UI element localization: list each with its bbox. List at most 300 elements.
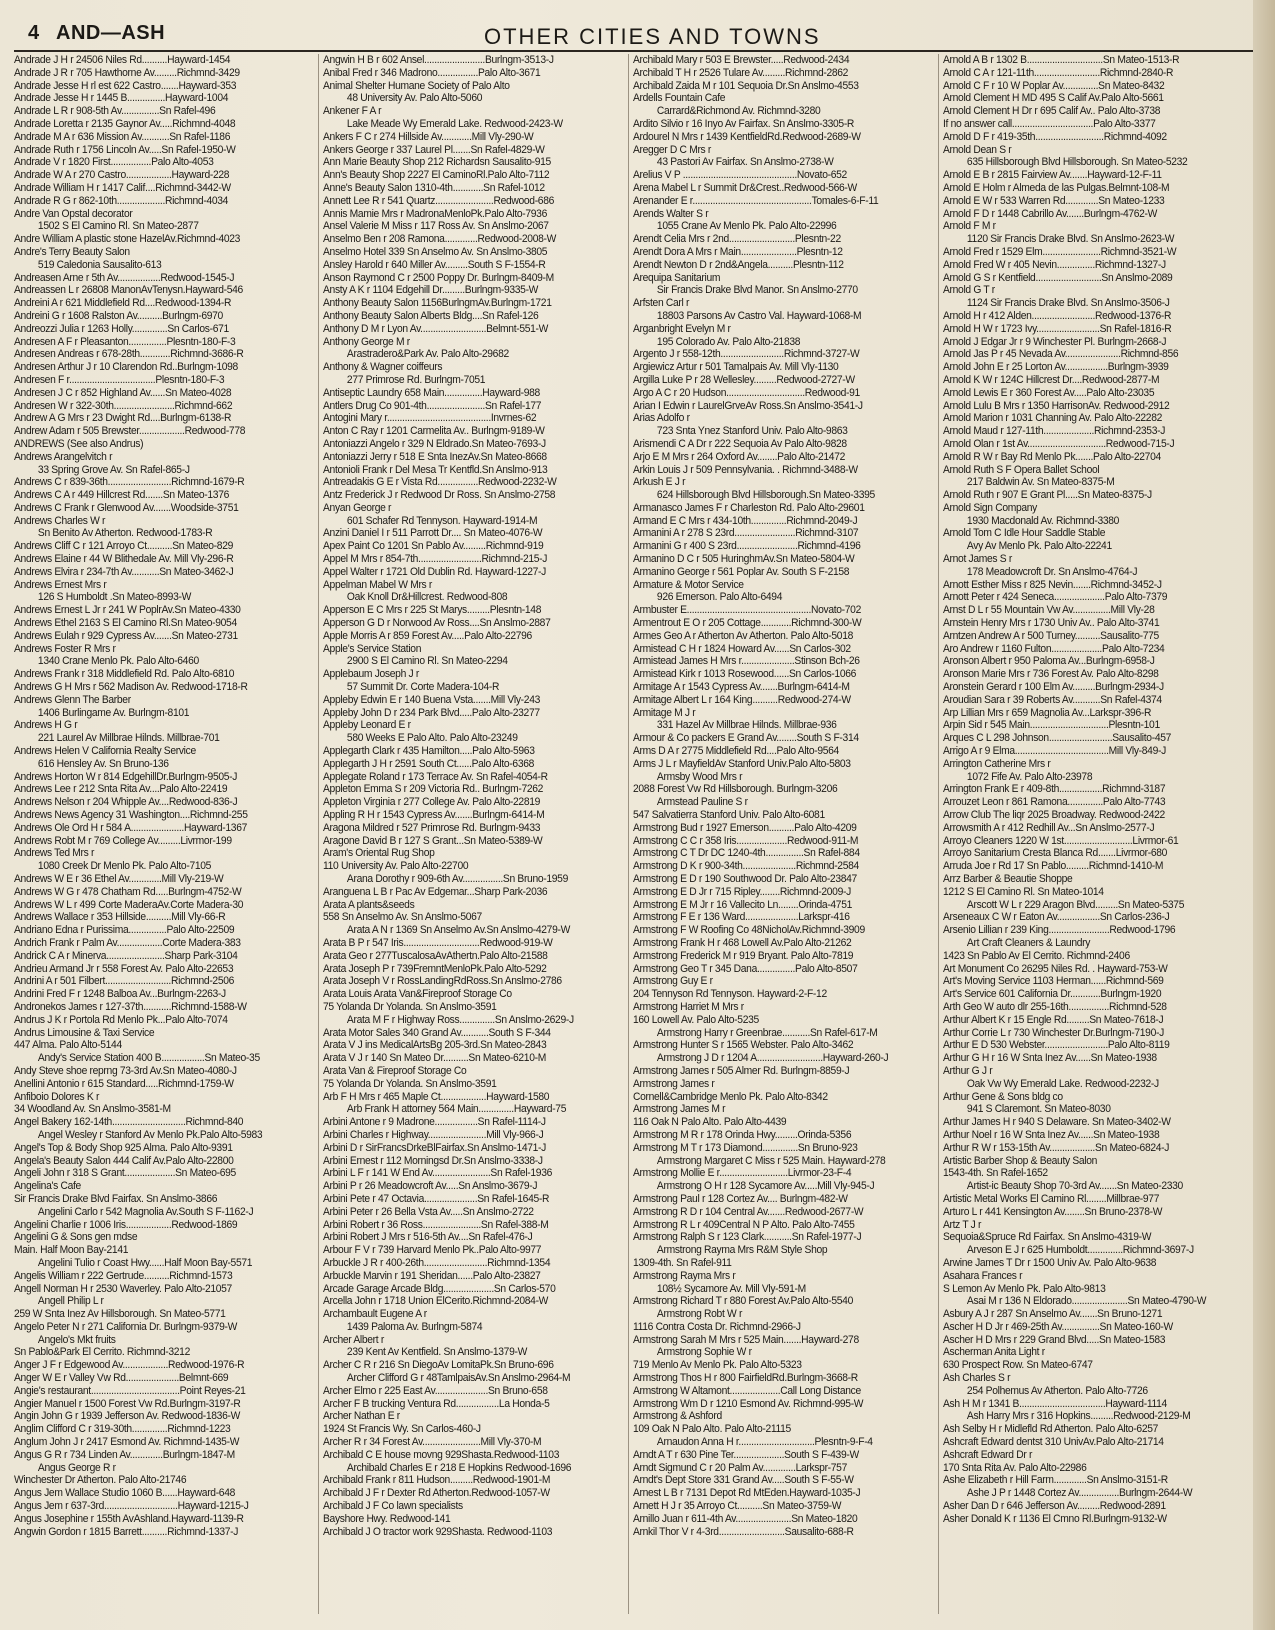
listing-entry: Armstrong Guy E r [633, 975, 713, 988]
listing-entry: Armstrong Harriet M Mrs r [633, 1000, 744, 1013]
listing-entry: Winchester Dr Atherton. Palo Alto-21746 [14, 1474, 187, 1487]
listing-entry: Andrews Helen V California Realty Service [14, 745, 196, 758]
listing-entry: Arena Mabel L r Summit Dr&Crest..Redwood-566-W [633, 181, 857, 194]
listing-entry: Angel's Top & Body Shop 925 Alma. Palo Alto-9391 [14, 1141, 233, 1154]
listing-entry: Armstrong D K r 900-34th.....................Richmnd-2584 [633, 860, 859, 873]
listing-entry: Arwine James T Dr r 1500 Univ Av. Palo Alto-9638 [943, 1256, 1157, 1269]
listing-entry: Angeli John r 318 S Grant....................Sn Mateo-695 [14, 1167, 236, 1180]
listing-entry: Anzini Daniel I r 511 Parrott Dr.... Sn Mateo-4076-W [323, 527, 543, 540]
listing-entry: Apex Paint Co 1201 Sn Pablo Av.........Richmnd-919 [323, 540, 544, 553]
listing-continuation: Armstrong Harry r Greenbrae...........Sn Rafel-617-M [656, 1026, 878, 1039]
listing-continuation: 1340 Crane Menlo Pk. Palo Alto-6460 [37, 655, 199, 668]
listing-entry: Angelis William r 222 Gertrude..........Richmnd-1573 [14, 1269, 233, 1282]
listing-entry: Arthur Noel r 16 W Snta Inez Av......Sn Mateo-1938 [943, 1128, 1160, 1141]
listing-entry: Andrews W G r 478 Chatham Rd.....Burlngm-4752-W [14, 885, 242, 898]
listing-entry: 1116 Contra Costa Dr. Richmnd-2966-J [633, 1320, 801, 1333]
listing-entry: Armstrong Rayma Mrs r [633, 1269, 736, 1282]
listing-entry: Andresen J C r 852 Highland Av......Sn Mateo-4028 [14, 386, 232, 399]
listing-entry: Aro Andrew r 1160 Fulton....................Palo Alto-7234 [943, 642, 1165, 655]
listing-entry: Cornell&Cambridge Menlo Pk. Palo Alto-8342 [633, 1090, 828, 1103]
listing-entry: Arnold Fred r 1529 Elm.......................Richmnd-3521-W [943, 245, 1177, 258]
listing-entry: Anthony & Wagner coiffeurs [323, 361, 443, 374]
listing-entry: Armistead Kirk r 1013 Rosewood......Sn Carlos-1066 [633, 668, 857, 681]
listing-continuation: Arana Dorothy r 909-6th Av................Sn Bruno-1959 [346, 873, 568, 885]
listing-entry: Arbini Robert r 36 Ross.......................Sn Rafel-388-M [323, 1218, 549, 1231]
listing-continuation: Sir Francis Drake Blvd Manor. Sn Anslmo-2770 [656, 284, 858, 297]
listing-entry: Armstrong C C r 358 Iris....................Redwood-911-M [633, 834, 859, 847]
listing-entry: Aronstein Gerard r 100 Elm Av.........Burlngm-2934-J [943, 681, 1164, 694]
listing-entry: Angus Jem Wallace Studio 1060 B......Hayward-648 [14, 1487, 236, 1500]
listing-continuation: 519 Caledonia Sausalito-613 [37, 258, 162, 271]
listing-entry: Armanini A r 278 S 23rd........................Richmnd-3107 [633, 527, 859, 540]
listing-entry: Archer R r 34 Forest Av.......................Mill Vly-370-M [323, 1436, 542, 1449]
listing-entry: 1423 Sn Pablo Av El Cerrito. Richmnd-2406 [943, 949, 1130, 962]
listing-entry: Andrade R G r 862-10th...................Richmnd-4034 [14, 194, 229, 207]
listing-entry: Arbuckle Marvin r 191 Sheridan......Palo Alto-23827 [323, 1269, 541, 1282]
listing-continuation: 1124 Sir Francis Drake Blvd. Sn Anslmo-3506-J [966, 297, 1170, 310]
listing-entry: Arrowsmith A r 412 Redhill Av...Sn Anslmo-2577-J [943, 821, 1155, 834]
listing-entry: Andrade J H r 24506 Niles Rd..........Hayward-1454 [14, 54, 231, 66]
listing-entry: Armstrong James M r [633, 1103, 726, 1116]
listing-continuation: 723 Snta Ynez Stanford Univ. Palo Alto-9863 [656, 425, 848, 438]
listing-entry: Arthur E D 530 Webster.........................Palo Alto-8119 [943, 1039, 1170, 1052]
listing-entry: Andrews Cliff C r 121 Arroyo Ct..........Sn Mateo-829 [14, 540, 234, 553]
column-divider [938, 54, 939, 1614]
listing-entry: Armstrong Ralph S r 123 Clark...........Sn Rafel-1977-J [633, 1231, 862, 1244]
listing-entry: Arismendi C A Dr r 222 Sequoia Av Palo Alto-9828 [633, 437, 847, 450]
listing-continuation: 178 Meadowcroft Dr. Sn Anslmo-4764-J [966, 565, 1138, 578]
listing-entry: Andy Steve shoe reprng 73-3rd Av.Sn Mateo-4080-J [14, 1064, 237, 1077]
listing-entry: Arques C L 298 Johnson.........................Sausalito-457 [943, 732, 1172, 745]
listing-entry: Applegarth J H r 2591 South Ct......Palo Alto-6368 [323, 757, 535, 770]
listing-continuation: 941 S Claremont. Sn Mateo-8030 [966, 1103, 1111, 1116]
listing-entry: 109 Oak N Palo Alto. Palo Alto-21115 [633, 1423, 791, 1436]
listing-entry: Angwin H B r 602 Ansel........................Burlngm-3513-J [323, 54, 554, 66]
listing-entry: Ashcraft Edward Dr r [943, 1448, 1033, 1461]
listing-entry: Ascher H D Jr r 469-25th Av...............Sn Mateo-160-W [943, 1320, 1173, 1333]
listing-entry: Arnold Clement H MD 495 S Calif Av.Palo Alto-5661 [943, 92, 1164, 105]
listing-entry: Angela's Beauty Salon 444 Calif Av.Palo Alto-22800 [14, 1154, 234, 1167]
listing-entry: Andre William A plastic stone HazelAv.Richmnd-4023 [14, 233, 241, 246]
listing-entry: Armstrong Geo T r 345 Dana...............Palo Alto-8507 [633, 962, 858, 975]
listing-entry: Arendt Dora A Mrs r Main......................Plesntn-12 [633, 245, 843, 258]
listing-entry: Arelius V P .............................................Novato-652 [633, 169, 847, 182]
listing-entry: Asher Dan D r 646 Jefferson Av.........Redwood-2891 [943, 1500, 1166, 1513]
listing-entry: Andrade L R r 908-5th Av...............Sn Rafel-496 [14, 105, 216, 118]
listing-entry: Arbini P r 26 Meadowcroft Av.....Sn Anslmo-3679-J [323, 1180, 538, 1193]
listing-entry: Armour & Co packers E Grand Av........South S F-314 [633, 732, 859, 745]
listing-entry: Armstrong C T Dr DC 1240-4th...............Sn Rafel-884 [633, 847, 860, 860]
listing-entry: Armstrong F W Roofing Co 48NicholAv.Richmnd-3909 [633, 924, 865, 937]
listing-entry: Andreasen Arne r 5th Av.................Redwood-1545-J [14, 271, 235, 284]
listing-entry: Arnold Fred W r 405 Nevin...............Richmnd-1327-J [943, 258, 1166, 271]
listing-entry: Apple's Service Station [323, 642, 422, 655]
listing-entry: Arnold E W r 533 Warren Rd.............Sn Mateo-1233 [943, 194, 1165, 207]
listing-entry: Antonioli Frank r Del Mesa Tr Kentfld.Sn Anslmo-913 [323, 463, 548, 476]
listing-continuation: 601 Schafer Rd Tennyson. Hayward-1914-M [346, 514, 538, 527]
listing-continuation: 277 Primrose Rd. Burlngm-7051 [346, 373, 486, 386]
listing-entry: Arata Geo r 277TuscalosaAvAthertn.Palo Alto-21588 [323, 949, 548, 962]
listing-continuation: Angel Wesley r Stanford Av Menlo Pk.Palo Alto-5983 [37, 1128, 263, 1141]
listing-continuation: Angelini Tulio r Coast Hwy......Half Moon Bay-5571 [37, 1256, 253, 1269]
listing-entry: Arnold Lulu B Mrs r 1350 HarrisonAv. Redwood-2912 [943, 399, 1170, 412]
listing-entry: Appling R H r 1543 Cypress Av.......Burlngm-6414-M [323, 809, 545, 822]
listing-entry: If no answer call................................Palo Alto-3377 [943, 117, 1156, 130]
listing-continuation: Andy's Service Station 400 B.................Sn Mateo-35 [37, 1052, 260, 1065]
listing-entry: ANDREWS (See also Andrus) [14, 437, 144, 450]
listing-entry: Angelina's Cafe [14, 1180, 81, 1193]
listing-entry: Arseneaux C W r Eaton Av.................Sn Carlos-236-J [943, 911, 1170, 924]
listing-entry: Aragona Mildred r 527 Primrose Rd. Burlngm-9433 [323, 821, 541, 834]
listing-continuation: Ash Harry Mrs r 316 Hopkins.........Redwood-2129-M [966, 1410, 1191, 1423]
listing-entry: Appleby Leonard E r [323, 719, 411, 732]
listing-entry: Arnold E B r 2815 Fairview Av.......Hayward-12-F-11 [943, 169, 1162, 182]
listing-entry: Ansty A K r 1104 Edgehill Dr.........Burlngm-9335-W [323, 284, 539, 297]
listing-entry: Armstrong R D r 104 Central Av.......Redwood-2677-W [633, 1205, 864, 1218]
listing-entry: Artz T J r [943, 1218, 982, 1231]
listing-entry: Andresen F r..................................Plesntn-180-F-3 [14, 373, 225, 386]
listing-entry: Ankener F A r [323, 105, 382, 118]
listing-entry: Arrington Frank E r 409-8th.................Richmnd-3187 [943, 783, 1166, 796]
listing-entry: Arnold Lewis E r 360 Forest Av.....Palo Alto-23035 [943, 386, 1155, 399]
listing-continuation: Archibald Charles E r 218 E Hopkins Redwood-1696 [346, 1461, 572, 1474]
listing-entry: Arganbright Evelyn M r [633, 322, 731, 335]
listing-entry: Ardourel N Mrs r 1439 KentfieldRd.Redwood-2689-W [633, 130, 861, 143]
listing-entry: Arnett H J r 35 Arroyo Ct..........Sn Mateo-3759-W [633, 1500, 842, 1513]
listing-entry: Antiseptic Laundry 658 Main...............Hayward-988 [323, 386, 540, 399]
listing-entry: Ansel Valerie M Miss r 117 Ross Av. Sn Anslmo-2067 [323, 220, 549, 233]
listing-continuation: Carrard&Richmond Av. Richmnd-3280 [656, 105, 821, 118]
listing-entry: Angelini G & Sons gen mdse [14, 1231, 138, 1244]
listing-entry: Arnold Marion r 1031 Channing Av. Palo Alto-22282 [943, 412, 1163, 425]
listing-entry: Asher Donald K r 1136 El Cmno Rl.Burlngm-9132-W [943, 1512, 1167, 1525]
page-header [14, 20, 1254, 52]
listing-entry: Andrade J R r 705 Hawthorne Av.........Richmnd-3429 [14, 66, 240, 79]
listing-entry: Arrigo A r 9 Elma.....................................Mill Vly-849-J [943, 745, 1166, 758]
listing-entry: 110 University Av. Palo Alto-22700 [323, 860, 469, 873]
listing-entry: Ankers George r 337 Laurel Pl.......Sn Rafel-4829-W [323, 143, 545, 156]
listing-entry: Anyan George r [323, 501, 392, 514]
listing-entry: Arb F H Mrs r 465 Maple Ct..................Hayward-1580 [323, 1090, 550, 1103]
listing-continuation: 195 Colorado Av. Palo Alto-21838 [656, 335, 801, 348]
listing-entry: Arnold Olan r 1st Av...............................Redwood-715-J [943, 437, 1175, 450]
listing-entry: Arrouzet Leon r 861 Ramona..............Palo Alto-7743 [943, 796, 1166, 809]
listing-entry: Andriano Edna r Purissima...............Palo Alto-22509 [14, 924, 235, 937]
listing-entry: Arms J L r MayfieldAv Stanford Univ.Palo Alto-5803 [633, 757, 851, 770]
listing-entry: Andrade W A r 270 Castro..................Hayward-228 [14, 169, 230, 182]
listing-entry: Arnold E Holm r Almeda de las Pulgas.Belmnt-108-M [943, 181, 1170, 194]
listing-entry: Arp Lillian Mrs r 659 Magnolia Av...Larkspr-396-R [943, 706, 1152, 719]
listing-continuation: 2900 S El Camino Rl. Sn Mateo-2294 [346, 655, 508, 668]
listing-continuation: Lake Meade Wy Emerald Lake. Redwood-2423-W [346, 117, 563, 130]
listing-entry: Ashcraft Edward dentst 310 UnivAv.Palo Alto-21714 [943, 1436, 1164, 1449]
listing-entry: Antoniazzi Jerry r 518 E Snta InezAv.Sn Mateo-8668 [323, 450, 547, 463]
listing-entry: Anellini Antonio r 615 Standard.....Richmnd-1759-W [14, 1077, 234, 1090]
listing-entry: Archambault Eugene A r [323, 1308, 427, 1321]
listing-entry: Arndt A T r 630 Pine Ter....................South S F-439-W [633, 1448, 859, 1461]
listing-entry: Aronson Albert r 950 Paloma Av...Burlngm-6958-J [943, 655, 1155, 668]
listing-entry: Anglum John J r 2417 Esmond Av. Richmnd-1435-W [14, 1436, 240, 1449]
listing-entry: Arthur G H r 16 W Snta Inez Av......Sn Mateo-1938 [943, 1052, 1157, 1065]
listing-entry: Main. Half Moon Bay-2141 [14, 1244, 129, 1257]
listing-entry: Ardito Silvio r 16 Inyo Av Fairfax. Sn Anslmo-3305-R [633, 117, 855, 130]
section-title: OTHER CITIES AND TOWNS [484, 24, 821, 49]
listing-entry: Arnold A B r 1302 B..............................Sn Mateo-1513-R [943, 54, 1180, 66]
listing-entry: Ann Marie Beauty Shop 212 Richardsn Sausalito-915 [323, 156, 551, 169]
listing-entry: Arbuckle J R r 400-26th.........................Richmnd-1354 [323, 1256, 551, 1269]
listing-entry: Andrews C A r 449 Hillcrest Rd.......Sn Mateo-1376 [14, 489, 230, 502]
listing-entry: Arms D A r 2775 Middlefield Rd....Palo Alto-9564 [633, 745, 839, 758]
listing-continuation: Armstrong Robt W r [656, 1308, 743, 1321]
listing-entry: 447 Alma. Palo Alto-5144 [14, 1039, 122, 1052]
listing-continuation: Armstrong Margaret C Miss r 525 Main. Hayward-278 [656, 1154, 886, 1167]
listing-entry: Arata B P r 547 Iris..............................Redwood-919-W [323, 936, 553, 949]
listing-entry: Arnst D L r 55 Mountain Vw Av...............Mill Vly-28 [943, 604, 1155, 617]
listing-entry: Arnold G S r Kentfield..........................Sn Anslmo-2089 [943, 271, 1173, 284]
listing-entry: 2088 Forest Vw Rd Hillsborough. Burlngm-3206 [633, 783, 838, 796]
listing-entry: Andrews G H Mrs r 562 Madison Av. Redwood-1718-R [14, 681, 248, 694]
listing-continuation: Arveson E J r 625 Humboldt..............Richmnd-3697-J [966, 1244, 1194, 1257]
listing-entry: Arsenio Lillian r 239 King........................Redwood-1796 [943, 924, 1176, 937]
listing-entry: Anger W E r Valley Vw Rd.....................Belmnt-669 [14, 1372, 229, 1385]
listing-entry: Sn Pablo&Park El Cerrito. Richmnd-3212 [14, 1346, 190, 1359]
listing-entry: Andrews W L r 499 Corte MaderaAv.Corte Madera-30 [14, 898, 244, 911]
listing-entry: Armentrout E O r 205 Cottage............Richmnd-300-W [633, 617, 862, 630]
listing-entry: Arnold Clement H Dr r 695 Calif Av.. Palo Alto-3738 [943, 105, 1161, 118]
listing-entry: Armstrong F E r 136 Ward.....................Larkspr-416 [633, 911, 850, 924]
listing-entry: Angell Norman H r 2530 Waverley. Palo Alto-21057 [14, 1282, 232, 1295]
listing-continuation: Art Craft Cleaners & Laundry [966, 936, 1091, 949]
listing-entry: Ascherman Anita Light r [943, 1346, 1045, 1359]
listing-continuation: 1502 S El Camino Rl. Sn Mateo-2877 [37, 220, 199, 233]
listing-entry: Aragone David B r 127 S Grant...Sn Mateo-5389-W [323, 834, 543, 847]
listing-entry: Sequoia&Spruce Rd Fairfax. Sn Anslmo-4319-W [943, 1231, 1152, 1244]
column-4 [943, 54, 1241, 1526]
listing-continuation: 635 Hillsborough Blvd Hillsborough. Sn Mateo-5232 [966, 156, 1188, 169]
listing-entry: Archer Nathan E r [323, 1410, 400, 1423]
column-divider [628, 54, 629, 1614]
listing-entry: Andrews C r 839-36th.........................Richmnd-1679-R [14, 476, 245, 489]
listing-entry: Arnott Esther Miss r 825 Nevin.......Richmnd-3452-J [943, 578, 1162, 591]
listing-entry: Anselmo Hotel 339 Sn Anselmo Av. Sn Anslmo-3805 [323, 245, 548, 258]
listing-entry: Ankers F C r 274 Hillside Av............Mill Vly-290-W [323, 130, 534, 143]
listing-entry: Arbour F V r 739 Harvard Menlo Pk..Palo Alto-9977 [323, 1244, 542, 1257]
listing-entry: 1212 S El Camino Rl. Sn Mateo-1014 [943, 885, 1104, 898]
listing-entry: Arnold Tom C Idle Hour Saddle Stable [943, 527, 1106, 540]
listing-entry: Armstrong Frederick M r 919 Bryant. Palo Alto-7819 [633, 949, 854, 962]
listing-entry: Andrew Adam r 505 Brewster..................Redwood-778 [14, 425, 246, 438]
listing-entry: Applebaum Joseph J r [323, 668, 419, 681]
listing-entry: Armes Geo A r Atherton Av Atherton. Palo Alto-5018 [633, 629, 854, 642]
listing-entry: Arata Joseph P r 739FremntMenloPk.Palo Alto-5292 [323, 962, 547, 975]
listing-entry: Arnold H r 412 Alden.........................Redwood-1376-R [943, 309, 1172, 322]
listing-continuation: Arata M F r Highway Ross..............Sn Anslmo-2629-J [346, 1013, 574, 1026]
listing-entry: Artistic Barber Shop & Beauty Salon [943, 1154, 1098, 1167]
listing-entry: Andrews Ole Ord H r 584 A.....................Hayward-1367 [14, 821, 248, 834]
listing-entry: Arnold Ruth r 907 E Grant Pl.....Sn Mateo-8375-J [943, 489, 1152, 502]
listing-entry: Andrews Elvira r 234-7th Av...........Sn Mateo-3462-J [14, 565, 234, 578]
listing-entry: Andrews Ethel 2163 S El Camino Rl.Sn Mateo-9054 [14, 617, 237, 630]
listing-entry: Arth Geo W auto dlr 255-16th................Richmnd-528 [943, 1000, 1167, 1013]
listing-entry: Andrade M A r 636 Mission Av...........Sn Rafel-1186 [14, 130, 231, 143]
listing-entry: Archibald J F r Dexter Rd Atherton.Redwood-1057-W [323, 1487, 550, 1500]
listing-entry: Arnold Jas P r 45 Nevada Av......................Richmnd-856 [943, 348, 1179, 361]
listing-entry: Arkin Louis J r 509 Pennsylvania. . Richmnd-3488-W [633, 463, 858, 476]
listing-entry: Appleby Edwin E r 140 Buena Vsta.......Mill Vly-243 [323, 693, 541, 706]
listing-entry: Andrews Foster R Mrs r [14, 642, 116, 655]
listing-entry: Armature & Motor Service [633, 578, 744, 591]
listing-continuation: 57 Summit Dr. Corte Madera-104-R [346, 681, 500, 694]
listing-entry: Arroyo Sanitarium Cresta Blanca Rd.......Livrmor-680 [943, 847, 1168, 860]
column-3 [633, 54, 931, 1538]
listing-entry: 75 Yolanda Dr Yolanda. Sn Anslmo-3591 [323, 1077, 497, 1090]
listing-entry: Andrews Arangelvitch r [14, 450, 113, 463]
listing-continuation: 624 Hillsborough Blvd Hillsborough.Sn Mateo-3395 [656, 489, 875, 502]
listing-entry: Antz Frederick J r Redwood Dr Ross. Sn Anslmo-2758 [323, 489, 556, 502]
listing-entry: Armstrong R L r 409Central N P Alto. Palo Alto-7455 [633, 1218, 855, 1231]
listing-continuation: 1055 Crane Av Menlo Pk. Palo Alto-22996 [656, 220, 837, 233]
listing-entry: Arnstein Henry Mrs r 1730 Univ Av.. Palo Alto-3741 [943, 617, 1160, 630]
listing-entry: Animal Shelter Humane Society of Palo Alto [323, 79, 510, 92]
listing-continuation: Ashe J P r 1448 Cortez Av................Burlngm-2644-W [966, 1487, 1193, 1500]
listing-continuation: 1120 Sir Francis Drake Blvd. Sn Anslmo-2623-W [966, 233, 1175, 246]
listing-entry: Angie's restaurant...................................Point Reyes-21 [14, 1384, 246, 1397]
listing-entry: S Lemon Av Menlo Pk. Palo Alto-9813 [943, 1282, 1106, 1295]
listing-entry: Andrieu Armand Jr r 558 Forest Av. Palo Alto-22653 [14, 962, 234, 975]
listing-entry: Ash H M r 1341 B..................................Hayward-1114 [943, 1397, 1167, 1410]
listing-entry: Armistead James H Mrs r.....................Stinson Bch-26 [633, 655, 860, 668]
listing-entry: Annis Mamie Mrs r MadronaMenloPk.Palo Alto-7936 [323, 207, 547, 220]
listing-entry: Arfsten Carl r [633, 297, 690, 310]
listing-entry: Armitage Albert L r 164 King..........Redwood-274-W [633, 693, 851, 706]
listing-entry: Armand E C Mrs r 434-10th..............Richmnd-2049-J [633, 514, 858, 527]
listing-entry: Arthur James H r 940 S Delaware. Sn Mateo-3402-W [943, 1116, 1171, 1129]
listing-entry: Andrews Ernest L Jr r 241 W PoplrAv.Sn Mateo-4330 [14, 604, 241, 617]
listing-entry: Andresen W r 322-30th........................Richmnd-662 [14, 399, 233, 412]
listing-entry: Antreadakis G E r Vista Rd................Redwood-2232-W [323, 476, 557, 489]
listing-entry: Arthur Albert K r 15 Engle Rd.........Sn Mateo-7618-J [943, 1013, 1164, 1026]
listing-entry: Angel Bakery 162-14th.............................Richmnd-840 [14, 1116, 244, 1129]
listing-entry: Asahara Frances r [943, 1269, 1023, 1282]
listing-entry: Arbini Pete r 47 Octavia.....................Sn Rafel-1645-R [323, 1192, 550, 1205]
directory-columns [14, 54, 1259, 1624]
listing-entry: Arbini L F r 141 W End Av.......................Sn Rafel-1936 [323, 1167, 553, 1180]
listing-continuation: 239 Kent Av Kentfield. Sn Anslmo-1379-W [346, 1346, 527, 1359]
listing-entry: Arrow Club The liqr 2025 Broadway. Redwood-2422 [943, 809, 1165, 822]
listing-entry: Arendt Celia Mrs r 2nd..........................Plesntn-22 [633, 233, 841, 246]
listing-continuation: Armsby Wood Mrs r [656, 770, 743, 783]
listing-entry: Armistead C H r 1824 Howard Av......Sn Carlos-302 [633, 642, 851, 655]
listing-entry: Arbini Charles r Highway.......................Mill Vly-966-J [323, 1128, 544, 1141]
listing-continuation: Archer Clifford G r 48TamlpaisAv.Sn Anslmo-2964-M [346, 1372, 571, 1385]
listing-entry: Angelini Charlie r 1006 Iris..................Redwood-1869 [14, 1218, 238, 1231]
listing-entry: Arnold J Edgar Jr r 9 Winchester Pl. Burlngm-2668-J [943, 335, 1167, 348]
listing-entry: Anibal Fred r 346 Madrono................Palo Alto-3671 [323, 66, 541, 79]
listing-entry: Anton C Ray r 1201 Carmelita Av.. Burlngm-9189-W [323, 425, 545, 438]
listing-entry: Armstrong Wm D r 1210 Esmond Av. Richmnd-995-W [633, 1397, 864, 1410]
listing-entry: Arnold H W r 1723 Ivy.........................Sn Rafel-1816-R [943, 322, 1172, 335]
listing-entry: 1543-4th. Sn Rafel-1652 [943, 1167, 1048, 1180]
listing-entry: Archer Albert r [323, 1333, 384, 1346]
listing-entry: 547 Salvatierra Stanford Univ. Palo Alto-6081 [633, 809, 825, 822]
listing-continuation: Armstrong Sophie W r [656, 1346, 752, 1359]
listing-entry: Andrus J K r Portola Rd Menlo Pk...Palo Alto-7074 [14, 1013, 228, 1026]
listing-entry: Archibald J F Co lawn specialists [323, 1500, 463, 1513]
listing-entry: Arnold C A r 121-11th..........................Richmnd-2840-R [943, 66, 1174, 79]
listing-entry: Aroudian Sara r 39 Roberts Av...........Sn Rafel-4374 [943, 693, 1162, 706]
listing-entry: Arata Van & Fireproof Storage Co [323, 1064, 467, 1077]
listing-entry: 75 Yolanda Dr Yolanda. Sn Anslmo-3591 [323, 1000, 497, 1013]
listing-entry: Archibald Mary r 503 E Brewster.....Redwood-2434 [633, 54, 850, 66]
listing-entry: Antoniazzi Angelo r 329 N Eldrado.Sn Mateo-7693-J [323, 437, 546, 450]
listing-entry: Andrew A G Mrs r 23 Dwight Rd....Burlngm-6138-R [14, 412, 232, 425]
listing-continuation: Artist-ic Beauty Shop 70-3rd Av.......Sn Mateo-2330 [966, 1180, 1183, 1193]
listing-entry: Appel M Mrs r 854-7th.........................Richmnd-215-J [323, 553, 548, 566]
listing-continuation: 108½ Sycamore Av. Mill Vly-591-M [656, 1282, 806, 1295]
listing-continuation: Oak Vw Wy Emerald Lake. Redwood-2232-J [966, 1077, 1159, 1090]
listing-entry: Andrews Frank r 318 Middlefield Rd. Palo Alto-6810 [14, 668, 235, 681]
listing-continuation: 43 Pastori Av Fairfax. Sn Anslmo-2738-W [656, 156, 834, 169]
listing-entry: Armstrong Richard T r 880 Forest Av.Palo Alto-5540 [633, 1295, 853, 1308]
listing-entry: Ascher H D Mrs r 229 Grand Blvd.....Sn Mateo-1583 [943, 1333, 1166, 1346]
listing-entry: 630 Prospect Row. Sn Mateo-6747 [943, 1359, 1093, 1372]
listing-entry: Anfiboio Dolores K r [14, 1090, 100, 1103]
listing-entry: Arthur Gene & Sons bldg co [943, 1090, 1063, 1103]
listing-entry: Arturo L r 441 Kensington Av........Sn Bruno-2378-W [943, 1205, 1163, 1218]
listing-entry: Ansley Harold r 640 Miller Av.........South S F-1554-R [323, 258, 546, 271]
listing-entry: Angin John G r 1939 Jefferson Av. Redwood-1836-W [14, 1410, 240, 1423]
listing-continuation: 1439 Paloma Av. Burlngm-5874 [346, 1320, 483, 1333]
listing-entry: Aregger D C Mrs r [633, 143, 712, 156]
listing-entry: Arrz Barber & Beautie Shoppe [943, 873, 1073, 885]
listing-entry: 259 W Snta Inez Av Hillsborough. Sn Mateo-5771 [14, 1308, 226, 1321]
listing-entry: Appel Walter r 1721 Old Dublin Rd. Hayward-1227-J [323, 565, 546, 578]
listing-entry: Armstrong Hunter S r 1565 Webster. Palo Alto-3462 [633, 1039, 854, 1052]
listing-entry: Armstrong M R r 178 Orinda Hwy.........Orinda-5356 [633, 1128, 852, 1141]
listing-entry: Andrade V r 1820 First................Palo Alto-4053 [14, 156, 214, 169]
listing-entry: Andrade Loretta r 2135 Gaynor Av.....Richmnd-4048 [14, 117, 236, 130]
listing-entry: 558 Sn Anselmo Av. Sn Anslmo-5067 [323, 911, 482, 924]
listing-entry: Arnkil Thor V r 4-3rd..........................Sausalito-688-R [633, 1525, 854, 1538]
page-edge [1253, 0, 1275, 1630]
listing-entry: Armstrong E D r 190 Southwood Dr. Palo Alto-23847 [633, 873, 857, 885]
listing-continuation: 1072 Fife Av. Palo Alto-23978 [966, 770, 1093, 783]
listing-entry: Arnold F M r [943, 220, 996, 233]
listing-continuation: Armstrong O H r 128 Sycamore Av.....Mill Vly-945-J [656, 1180, 875, 1193]
listing-entry: 160 Lowell Av. Palo Alto-5235 [633, 1013, 759, 1026]
listing-continuation: 126 S Humboldt .Sn Mateo-8993-W [37, 591, 191, 604]
listing-continuation: Avy Av Menlo Pk. Palo Alto-22241 [966, 540, 1112, 553]
listing-continuation: Armstrong Rayma Mrs R&M Style Shop [656, 1244, 828, 1257]
listing-entry: Ash Charles S r [943, 1372, 1011, 1385]
listing-entry: Ann's Beauty Shop 2227 El CaminoRl.Palo Alto-7112 [323, 169, 550, 182]
listing-continuation: Sn Benito Av Atherton. Redwood-1783-R [37, 527, 213, 540]
listing-entry: Arndt Sigmund C r 20 Palm Av.............Larkspr-757 [633, 1461, 847, 1474]
listing-entry: Asbury A J r 287 Sn Anselmo Av.......Sn Bruno-1271 [943, 1308, 1163, 1321]
listing-entry: Armanini G r 400 S 23rd........................Richmnd-4196 [633, 540, 861, 553]
listing-continuation: 217 Baldwin Av. Sn Mateo-8375-M [966, 476, 1115, 489]
listing-entry: Argento J r 558-12th.........................Richmnd-3727-W [633, 348, 860, 361]
listing-entry: Angier Manuel r 1500 Forest Vw Rd.Burlngm-3197-R [14, 1397, 241, 1410]
listing-entry: Armbuster E.................................................Novato-702 [633, 604, 862, 617]
listing-entry: Arthur G J r [943, 1064, 993, 1077]
listing-entry: Arjo E M Mrs r 264 Oxford Av........Palo Alto-21472 [633, 450, 846, 463]
column-1 [14, 54, 312, 1538]
listing-entry: Arruda Joe r Rd 17 Sn Pablo.........Richmnd-1410-M [943, 860, 1164, 873]
listing-entry: Archibald J O tractor work 929Shasta. Redwood-1103 [323, 1525, 553, 1538]
listing-entry: Arnest L B r 7131 Depot Rd MtEden.Hayward-1035-J [633, 1487, 861, 1500]
listing-entry: Antogini Mary r.........................................Invrnes-62 [323, 412, 537, 425]
